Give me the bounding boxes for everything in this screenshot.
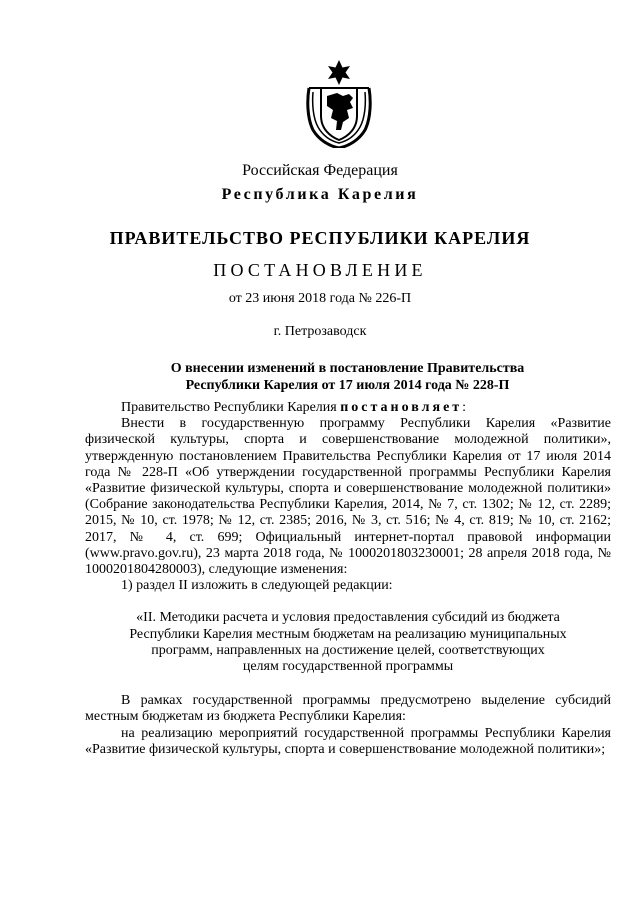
section-heading-line-3: программ, направленных на достижение целей, соответствующих xyxy=(151,642,545,658)
paragraph-amendment: Внести в государственную программу Республики Карелия «Развитие физической культуры, спорта и совершенствование молодежной политики», утвержденную постановлением Правительства Республики Карелия от 17 июля 2014 года № 228-П «Об утверждении государственной программы Республики Карелия «Развитие физической культуры, спорта и совершенствование молодежной политики» (Собрание законодательства Республики Карелия, 2014, № 7, ст. 1302; № 12, ст. 2289; 2015, № 10, ст. 1978; № 12, ст. 2385; 2016, № 3, ст. 516; № 4, ст. 819; № 10, ст. 2162; 2017, № 4, ст. 699; Официальный интернет-портал правовой информации (www.pravo.gov.ru), 23 марта 2018 года, № 1000201803230001; 28 апреля 2018 года, № 1000201804280003), следующие изменения: xyxy=(85,416,611,578)
document-type: ПОСТАНОВЛЕНИЕ xyxy=(213,260,427,280)
preamble-text: Правительство Республики Карелия xyxy=(121,400,341,415)
country-name: Российская Федерация xyxy=(242,162,398,179)
date-number: от 23 июня 2018 года № 226-П xyxy=(228,291,412,306)
government-title: ПРАВИТЕЛЬСТВО РЕСПУБЛИКИ КАРЕЛИЯ xyxy=(109,228,531,248)
preamble xyxy=(85,400,611,416)
section-heading-line-4: целям государственной программы xyxy=(242,659,454,675)
city: г. Петрозаводск xyxy=(273,324,367,339)
subject-line-1: О внесении изменений в постановление Правительства xyxy=(170,361,525,376)
republic-name: Республика Карелия xyxy=(221,186,419,203)
item-1: 1) раздел II изложить в следующей редакции: xyxy=(121,578,393,594)
subject-line-2: Республики Карелия от 17 июля 2014 года № 228-П xyxy=(185,378,510,393)
document-subject xyxy=(150,360,545,394)
paragraph-subsidies: В рамках государственной программы предусмотрено выделение субсидий местным бюджетам из бюджета Республики Карелия: xyxy=(85,693,611,725)
paragraph-program-measures: на реализацию мероприятий государственной программы Республики Карелия «Развитие физической культуры, спорта и совершенствование молодежной политики»; xyxy=(85,725,611,757)
section-heading xyxy=(85,610,611,675)
section-heading-line-2: Республики Карелия местным бюджетам на реализацию муниципальных xyxy=(129,626,567,642)
preamble-action: постановляет xyxy=(340,400,463,415)
document-body xyxy=(85,400,611,758)
emblem-star xyxy=(328,60,350,85)
section-heading-line-1: «II. Методики расчета и условия предоставления субсидий из бюджета xyxy=(136,610,560,626)
preamble-colon: : xyxy=(462,400,467,415)
coat-of-arms-emblem xyxy=(303,60,375,148)
